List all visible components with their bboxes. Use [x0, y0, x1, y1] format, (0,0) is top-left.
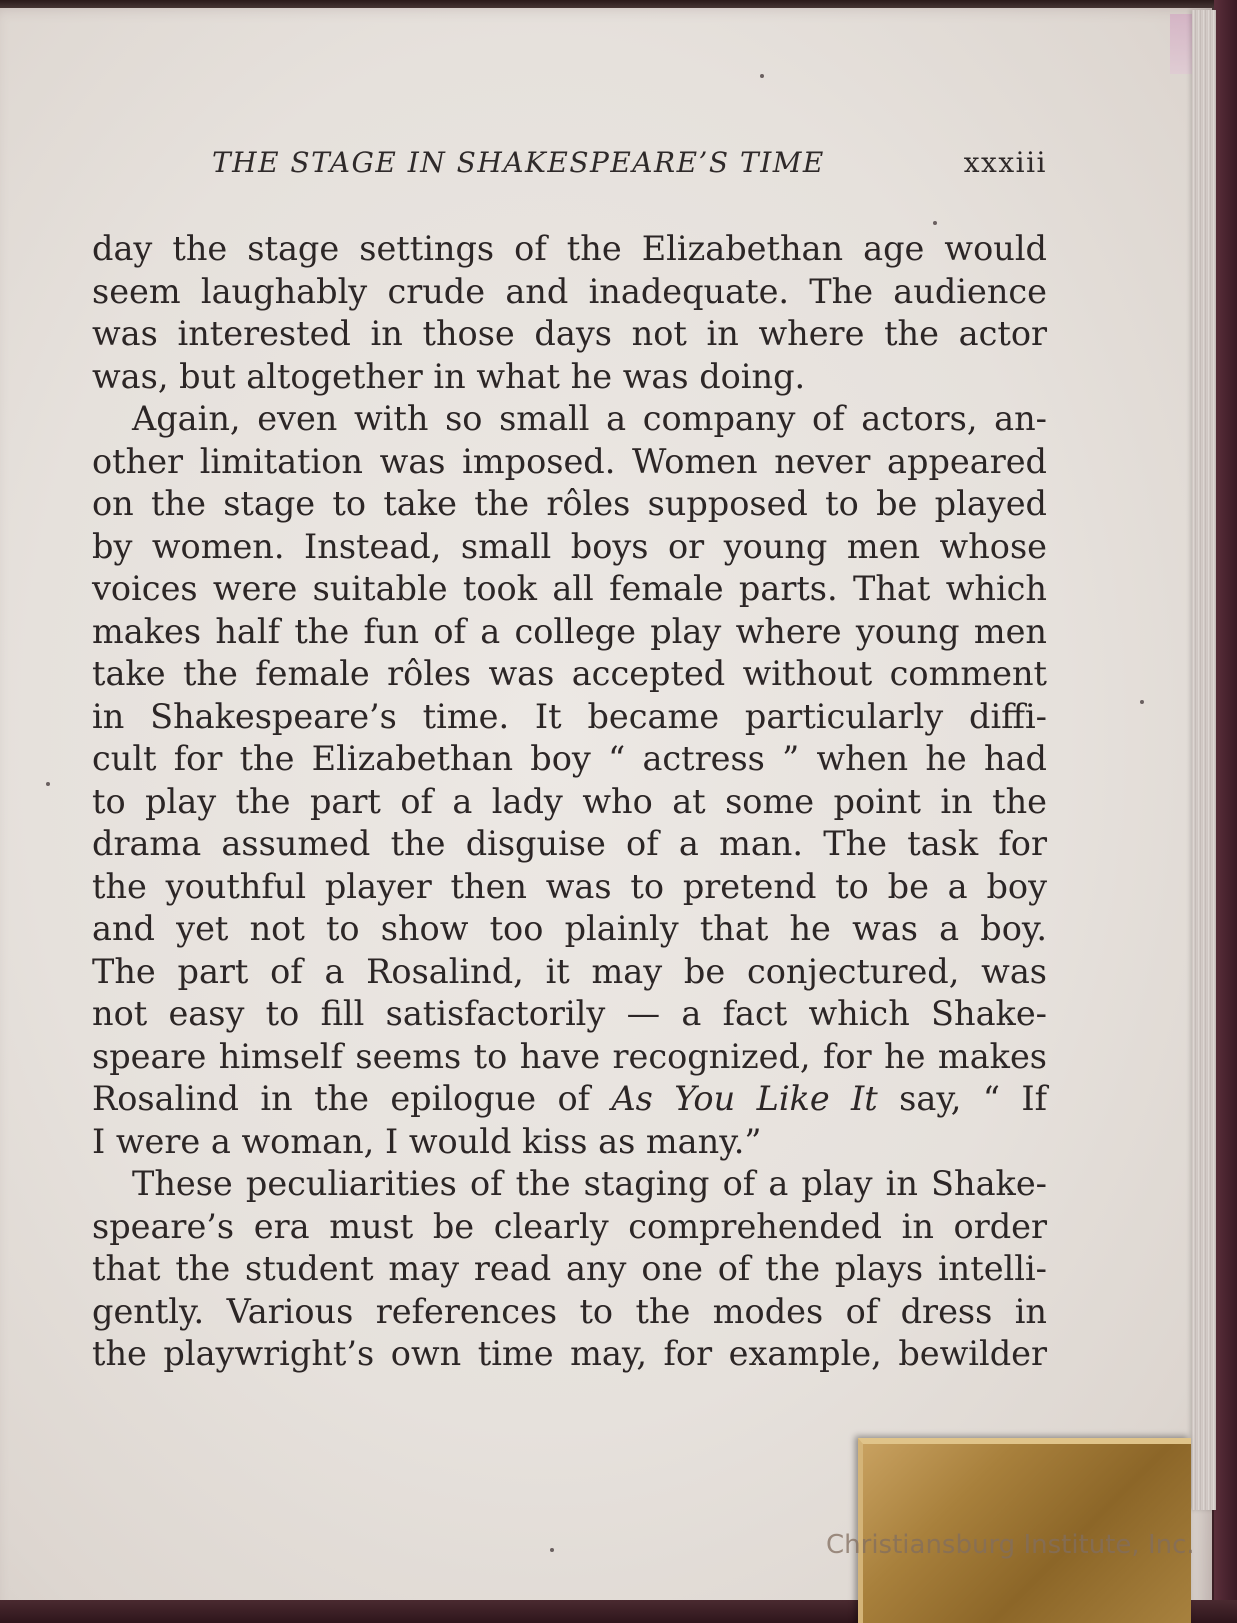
text-line: in Shakespeare’s time. It became particularly diffi- [92, 696, 1047, 736]
text-line: gently. Various references to the modes of dress in [92, 1291, 1047, 1331]
text-line: seem laughably crude and inadequate. The audience [92, 271, 1047, 311]
speck [760, 74, 764, 78]
text-line: by women. Instead, small boys or young men whose [92, 526, 1047, 566]
speck [46, 782, 50, 786]
text-line: on the stage to take the rôles supposed to be played [92, 484, 1047, 523]
text-line: cult for the Elizabethan boy “ actress ” when he had [92, 739, 1047, 778]
text-line: Again, even with so small a company of actors, an- [132, 399, 1047, 438]
text-line: speare’s era must be clearly comprehended in order [92, 1206, 1047, 1246]
text-line-rosalind [92, 1078, 1047, 1121]
text-line: the playwright’s own time may, for example, bewilder [92, 1334, 1047, 1373]
text-line: makes half the fun of a college play where young men [92, 611, 1047, 651]
running-head [212, 146, 1047, 179]
text-line: other limitation was imposed. Women never appeared [92, 441, 1047, 481]
text-line: that the student may read any one of the plays intelli- [92, 1249, 1047, 1288]
page-number: xxxiii [963, 146, 1047, 179]
rosalind-text-after: say, “ If [877, 1079, 1047, 1118]
text-line: drama assumed the disguise of a man. The task for [92, 824, 1047, 863]
book-cover-edge [1214, 0, 1237, 1623]
text-line: and yet not to show too plainly that he was a boy. [92, 909, 1047, 948]
text-line: was interested in those days not in where the actor [92, 314, 1047, 353]
text-line: to play the part of a lady who at some point in the [92, 781, 1047, 821]
speck [550, 1548, 554, 1552]
running-head-title: THE STAGE IN SHAKESPEARE’S TIME [212, 146, 825, 179]
speck [933, 221, 937, 225]
page-block-edges [1192, 10, 1216, 1510]
text-line: voices were suitable took all female parts. That which [92, 569, 1047, 608]
text-line: The part of a Rosalind, it may be conjectured, was [92, 951, 1047, 991]
text-line: These peculiarities of the staging of a play in Shake- [132, 1164, 1047, 1203]
text-line: the youthful player then was to pretend to be a boy [92, 866, 1047, 906]
text-line: take the female rôles was accepted without comment [92, 654, 1047, 693]
watermark: Christiansburg Institute, Inc. [826, 1530, 1195, 1560]
text-line: was, but altogether in what he was doing. [92, 356, 806, 396]
text-line: I were a woman, I would kiss as many.” [92, 1121, 762, 1161]
text-line: not easy to fill satisfactorily — a fact which Shake- [92, 994, 1047, 1033]
text-line: speare himself seems to have recognized, for he makes [92, 1036, 1047, 1076]
body-text [92, 228, 1047, 1376]
rosalind-text-before: Rosalind in the epilogue of [92, 1079, 612, 1118]
speck [1140, 700, 1144, 704]
play-title: As You Like It [611, 1079, 878, 1118]
text-line: day the stage settings of the Elizabethan age would [92, 229, 1047, 268]
